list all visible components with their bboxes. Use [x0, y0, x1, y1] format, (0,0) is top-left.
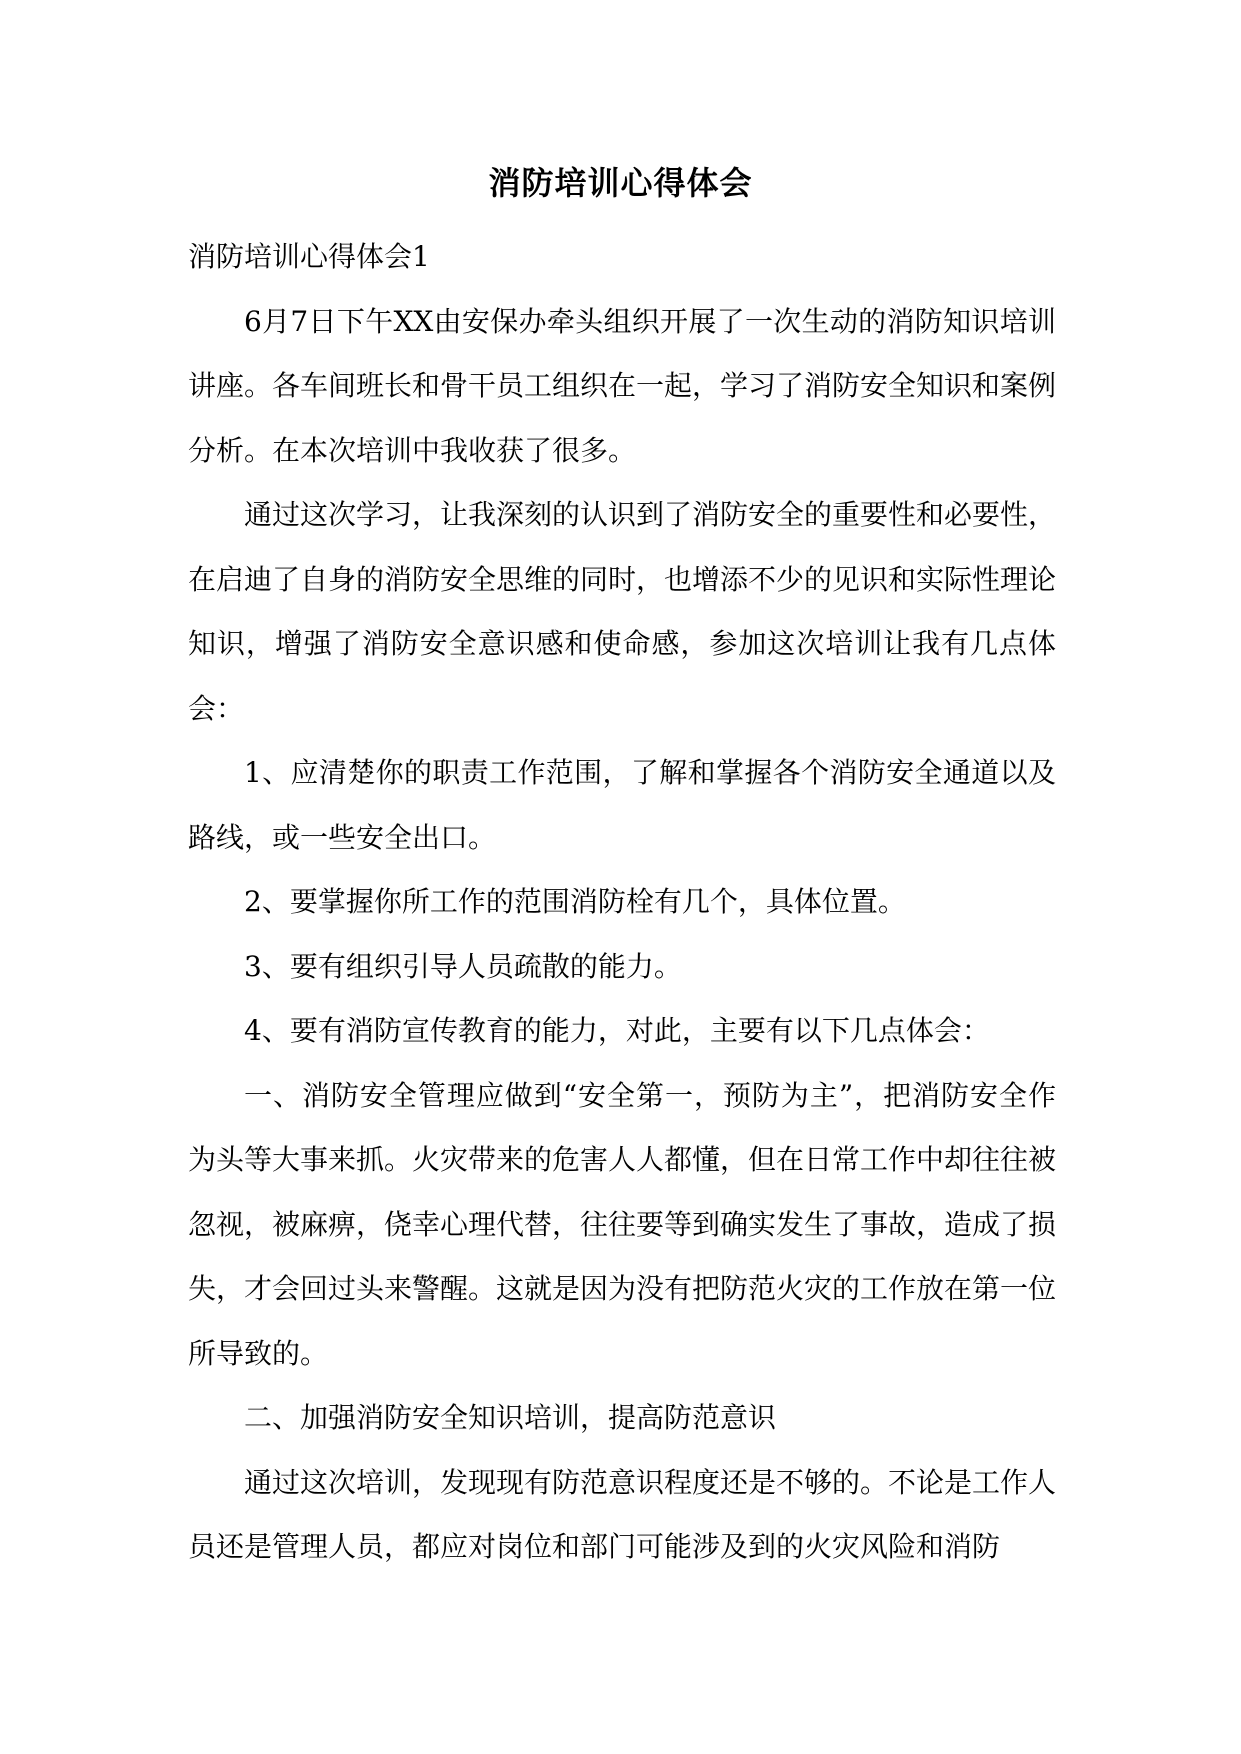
paragraph: 通过这次学习，让我深刻的认识到了消防安全的重要性和必要性，在启迪了自身的消防安全思维的同时，也增添不少的见识和实际性理论知识，增强了消防安全意识感和使命感，参加这次培训让我有几点体会：: [188, 498, 1057, 725]
paragraph: 4、要有消防宣传教育的能力，对此，主要有以下几点体会：: [244, 1014, 990, 1047]
paragraph: 一、消防安全管理应做到“安全第一，预防为主”，把消防安全作为头等大事来抓。火灾带来的危害人人都懂，但在日常工作中却往往被忽视，被麻痹，侥幸心理代替，往往要等到确实发生了事故，造成了损失，才会回过头来警醒。这就是因为没有把防范火灾的工作放在第一位所导致的。: [188, 1078, 1057, 1370]
paragraph: 2、要掌握你所工作的范围消防栓有几个，具体位置。: [244, 885, 906, 918]
paragraph: 消防培训心得体会1: [188, 240, 430, 273]
paragraph: 通过这次培训，发现现有防范意识程度还是不够的。不论是工作人员还是管理人员，都应对岗位和部门可能涉及到的火灾风险和消防: [188, 1465, 1057, 1563]
paragraph: 3、要有组织引导人员疏散的能力。: [244, 949, 682, 983]
document-title: 消防培训心得体会: [488, 164, 753, 202]
paragraph: 6月7日下午XX由安保办牵头组织开展了一次生动的消防知识培训讲座。各车间班长和骨干员工组织在一起，学习了消防安全知识和案例分析。在本次培训中我收获了很多。: [188, 304, 1057, 467]
document-body: [188, 225, 1056, 1580]
paragraph: 1、应清楚你的职责工作范围，了解和掌握各个消防安全通道以及路线，或一些安全出口。: [188, 756, 1056, 854]
paragraph: 二、加强消防安全知识培训，提高防范意识: [244, 1401, 777, 1434]
